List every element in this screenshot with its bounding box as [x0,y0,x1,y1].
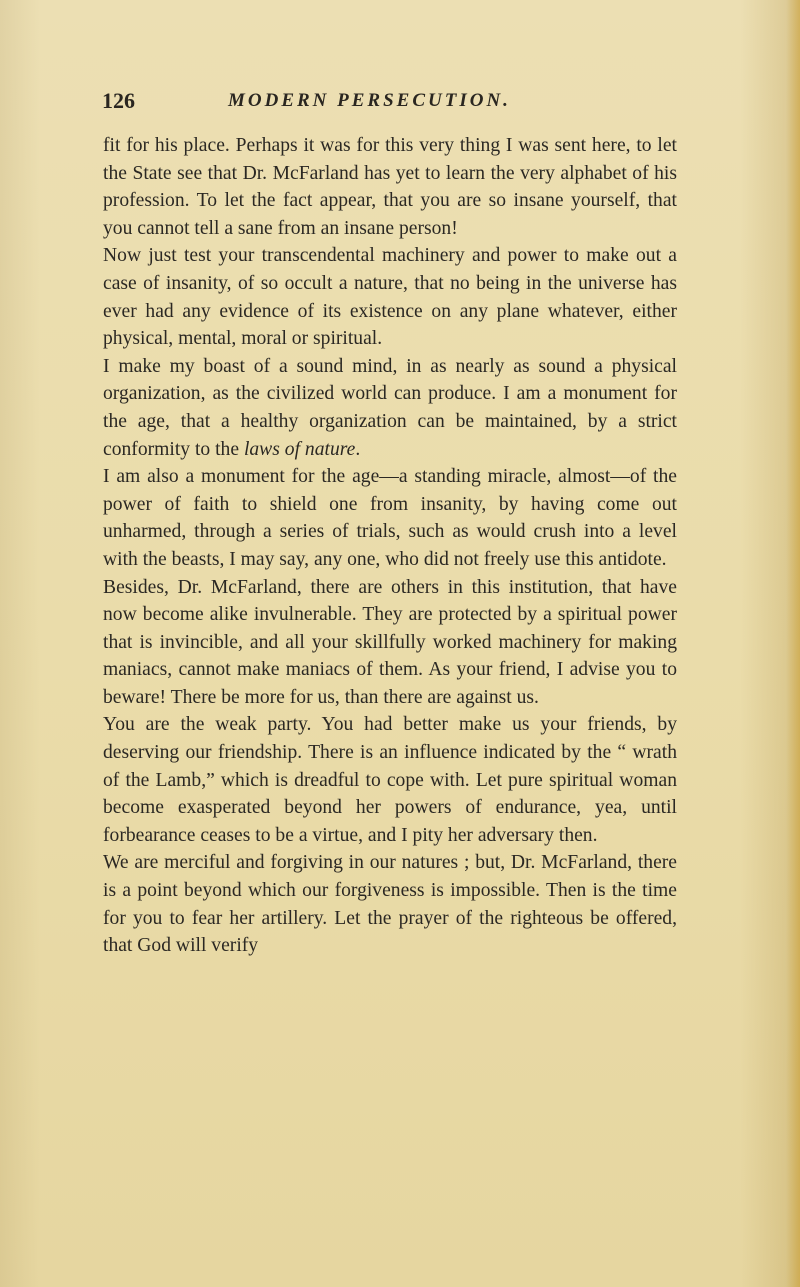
paragraph-6: You are the weak party. You had better make us your friends, by deserving our friendship. There is an influence indicated by the “ wrath of the Lamb,” which is dreadful to cope with. Let pure spiritual woman become exasperated beyond her powers of endurance, yea, until forbearance ceases to be a virtue, and I pity her adversary then. [103,714,677,846]
page-edge-shading [786,0,800,1287]
paragraph-1: fit for his place. Perhaps it was for this very thing I was sent here, to let the State see that Dr. McFarland has yet to learn the very alphabet of his profession. To let the fact appear, that you are so insane yourself, that you cannot tell a sane from an insane person! [103,135,677,239]
paragraph-3-before: I make my boast of a sound mind, in as nearly as sound a physical organization, as the civilized world can produce. I am a monument for the age, that a healthy organization can be maintained, by a strict conformity to the [103,355,677,460]
paragraph-3-after: . [355,438,361,460]
running-head: MODERN PERSECUTION. [228,90,511,111]
paragraph-3 [103,353,677,463]
paragraph-5: Besides, Dr. McFarland, there are others in this institution, that have now become alike invulnerable. They are protected by a spiritual power that is invincible, and all your skillfully worked machinery for making maniacs, cannot make maniacs of them. As your friend, I advise you to beware! There be more for us, than there are against us. [103,576,677,708]
page-number: 126 [102,88,135,113]
body-text [103,132,677,960]
paragraph-3-emphasis: laws of nature [243,438,356,460]
paragraph-2: Now just test your transcendental machinery and power to make out a case of insanity, of so occult a nature, that no being in the universe has ever had any evidence of its existence on any plane whatever, either physical, mental, moral or spiritual. [103,245,677,350]
page-header [102,88,682,118]
paragraph-4: I am also a monument for the age—a standing miracle, almost—of the power of faith to shield one from insanity, by having come out unharmed, through a series of trials, such as would crush into a level with the beasts, I may say, any one, who did not freely use this antidote. [103,466,677,570]
paragraph-7: We are merciful and forgiving in our natures ; but, Dr. McFarland, there is a point beyond which our forgiveness is impossible. Then is the time for you to fear her artillery. Let the prayer of the righteous be offered, that God will verify [103,852,677,957]
